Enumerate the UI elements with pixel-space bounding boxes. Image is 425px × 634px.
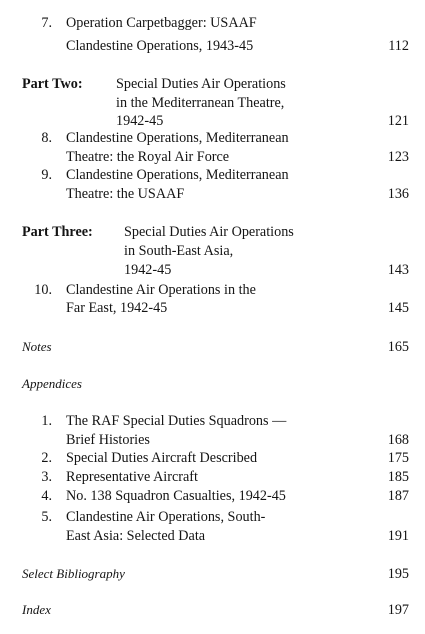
page-number: 145: [387, 300, 409, 316]
chapter-title-line: Clandestine Operations, Mediterranean: [66, 167, 289, 183]
chapter-title-line: Far East, 1942-45: [66, 300, 168, 316]
page-number: 136: [387, 186, 409, 202]
page-number: 143: [387, 262, 409, 278]
part-title-line: in South-East Asia,: [124, 243, 234, 259]
appendix-number: 4.: [41, 488, 52, 504]
appendix-title-line: No. 138 Squadron Casualties, 1942-45: [66, 488, 286, 504]
part-title-line: in the Mediterranean Theatre,: [116, 95, 285, 111]
appendix-title-line: Clandestine Air Operations, South-: [66, 509, 266, 525]
page-number: 112: [388, 38, 409, 54]
section-heading: Appendices: [22, 376, 82, 391]
chapter-number: 7.: [41, 15, 52, 31]
chapter-title-line: Clandestine Operations, 1943-45: [66, 38, 254, 54]
appendix-title-line: East Asia: Selected Data: [66, 528, 206, 544]
page-number: 165: [387, 339, 409, 355]
appendix-number: 2.: [41, 450, 52, 466]
page-number: 121: [387, 113, 409, 129]
appendix-title-line: The RAF Special Duties Squadrons —: [66, 413, 287, 429]
part-label: Part Two:: [22, 76, 83, 92]
appendix-title-line: Representative Aircraft: [66, 469, 198, 485]
appendix-number: 5.: [41, 509, 52, 525]
part-title-line: 1942-45: [124, 262, 172, 278]
page-number: 123: [387, 149, 409, 165]
page-number: 191: [387, 528, 409, 544]
chapter-number: 10.: [34, 282, 52, 298]
chapter-title-line: Clandestine Operations, Mediterranean: [66, 130, 289, 146]
chapter-number: 9.: [41, 167, 52, 183]
part-label: Part Three:: [22, 224, 93, 240]
chapter-title-line: Clandestine Air Operations in the: [66, 282, 256, 298]
section-heading: Notes: [22, 339, 52, 354]
page-number: 187: [387, 488, 409, 504]
section-heading: Index: [22, 602, 51, 617]
page-number: 195: [387, 566, 409, 582]
chapter-title-line: Operation Carpetbagger: USAAF: [66, 15, 257, 31]
part-title-line: Special Duties Air Operations: [124, 224, 294, 240]
page-number: 185: [387, 469, 409, 485]
chapter-number: 8.: [41, 130, 52, 146]
part-title-line: Special Duties Air Operations: [116, 76, 286, 92]
section-heading: Select Bibliography: [22, 566, 125, 581]
appendix-title-line: Special Duties Aircraft Described: [66, 450, 258, 466]
appendix-number: 3.: [41, 469, 52, 485]
page-number: 175: [387, 450, 409, 466]
page-number: 168: [387, 432, 409, 448]
part-title-line: 1942-45: [116, 113, 164, 129]
chapter-title-line: Theatre: the USAAF: [66, 186, 185, 202]
appendix-title-line: Brief Histories: [66, 432, 150, 448]
appendix-number: 1.: [41, 413, 52, 429]
page-number: 197: [387, 602, 409, 618]
chapter-title-line: Theatre: the Royal Air Force: [66, 149, 230, 165]
